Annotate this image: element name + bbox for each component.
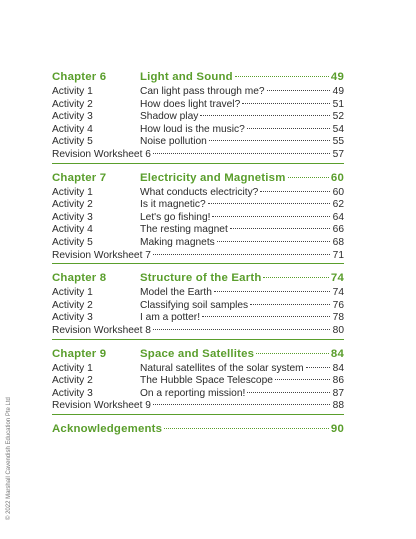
activity-label: Activity 3 (52, 211, 93, 223)
revision-entry[interactable] (52, 250, 344, 263)
dot-leader (230, 228, 330, 229)
page-number: 54 (332, 123, 344, 135)
revision-entry[interactable] (52, 149, 344, 162)
dot-leader (200, 115, 330, 116)
dot-leader (153, 329, 330, 330)
dot-leader (164, 428, 329, 429)
dot-leader (217, 241, 330, 242)
chapter-label: Chapter 9 (52, 347, 107, 360)
activity-label: Activity 3 (52, 111, 93, 123)
entry-title: How loud is the music? (140, 123, 245, 135)
activity-label: Activity 1 (52, 287, 93, 299)
chapter-label: Chapter 8 (52, 272, 107, 285)
dot-leader (153, 404, 330, 405)
chapter-heading[interactable] (52, 70, 344, 85)
entry-title: Revision Worksheet 9 (52, 400, 151, 412)
activity-entry[interactable] (52, 212, 344, 225)
page-number: 74 (332, 287, 344, 299)
page-number: 80 (332, 324, 344, 336)
dot-leader (214, 291, 330, 292)
activity-label: Activity 4 (52, 224, 93, 236)
dot-leader (250, 304, 330, 305)
page-number: 84 (332, 362, 344, 374)
activity-entry[interactable] (52, 224, 344, 237)
activity-entry[interactable] (52, 124, 344, 137)
chapter-label: Chapter 6 (52, 71, 107, 83)
chapter-title: Space and Satellites (140, 347, 255, 360)
chapter-divider (52, 339, 344, 340)
activity-entry[interactable] (52, 199, 344, 212)
page-number: 90 (330, 422, 344, 435)
entry-title: Revision Worksheet 7 (52, 249, 151, 261)
copyright-notice: © 2022 Marshall Cavendish Education Pte Ltd (6, 397, 12, 520)
activity-entry[interactable] (52, 300, 344, 313)
activity-label: Activity 1 (52, 186, 93, 198)
activity-entry[interactable] (52, 111, 344, 124)
chapter-block (52, 70, 344, 164)
page-number: 66 (332, 224, 344, 236)
page-number: 74 (330, 272, 344, 285)
entry-title: Revision Worksheet 8 (52, 324, 151, 336)
dot-leader (275, 379, 330, 380)
chapter-title: Light and Sound (140, 71, 233, 83)
page-number: 49 (330, 71, 344, 83)
activity-label: Activity 2 (52, 199, 93, 211)
page-number: 71 (332, 249, 344, 261)
chapter-divider (52, 263, 344, 264)
page-number: 51 (332, 98, 344, 110)
page-number: 60 (332, 186, 344, 198)
entry-title: On a reporting mission! (140, 387, 246, 399)
entry-title: Is it magnetic? (140, 199, 206, 211)
activity-label: Activity 2 (52, 299, 93, 311)
activity-label: Activity 1 (52, 86, 93, 97)
page-number: 76 (332, 299, 344, 311)
entry-title: What conducts electricity? (140, 186, 259, 198)
entry-title: Model the Earth (140, 287, 212, 299)
entry-title: Noise pollution (140, 136, 207, 148)
page-number: 86 (332, 375, 344, 387)
chapter-title: Electricity and Magnetism (140, 171, 286, 184)
entry-title: I am a potter! (140, 312, 201, 324)
chapter-block (52, 347, 344, 415)
activity-entry[interactable] (52, 99, 344, 112)
page-number: 60 (330, 171, 344, 184)
acknowledgements-entry[interactable] (52, 422, 344, 437)
page-number: 68 (332, 236, 344, 248)
activity-label: Activity 5 (52, 136, 93, 148)
chapter-label: Chapter 7 (52, 171, 107, 184)
dot-leader (202, 316, 330, 317)
table-of-contents (52, 70, 344, 438)
dot-leader (208, 203, 330, 204)
activity-label: Activity 3 (52, 312, 93, 324)
activity-label: Activity 1 (52, 362, 93, 374)
activity-label: Activity 3 (52, 387, 93, 399)
activity-label: Activity 5 (52, 236, 93, 248)
dot-leader (260, 191, 330, 192)
dot-leader (153, 153, 330, 154)
entry-title: The Hubble Space Telescope (140, 375, 273, 387)
dot-leader (209, 140, 330, 141)
chapter-divider (52, 163, 344, 164)
dot-leader (306, 367, 330, 368)
activity-entry[interactable] (52, 363, 344, 376)
activity-entry[interactable] (52, 136, 344, 149)
page-number: 55 (332, 136, 344, 148)
page-number: 87 (332, 387, 344, 399)
chapter-title: Acknowledgements (52, 422, 163, 435)
dot-leader (153, 254, 330, 255)
activity-label: Activity 2 (52, 98, 93, 110)
activity-entry[interactable] (52, 86, 344, 99)
revision-entry[interactable] (52, 400, 344, 413)
dot-leader (212, 216, 330, 217)
dot-leader (267, 90, 330, 91)
page-number: 64 (332, 211, 344, 223)
entry-title: Let's go fishing! (140, 211, 211, 223)
activity-entry[interactable] (52, 375, 344, 388)
entry-title: How does light travel? (140, 98, 241, 110)
activity-label: Activity 4 (52, 123, 93, 135)
entry-title: Can light pass through me? (140, 86, 265, 97)
chapter-divider (52, 414, 344, 415)
chapter-heading[interactable] (52, 271, 344, 286)
page-number: 88 (332, 400, 344, 412)
page-number: 62 (332, 199, 344, 211)
chapter-title: Structure of the Earth (140, 272, 262, 285)
page-number: 52 (332, 111, 344, 123)
activity-entry[interactable] (52, 237, 344, 250)
chapter-block (52, 271, 344, 339)
dot-leader (247, 128, 330, 129)
dot-leader (235, 76, 329, 77)
chapter-block (52, 171, 344, 265)
entry-title: Natural satellites of the solar system (140, 362, 304, 374)
page-number: 84 (330, 347, 344, 360)
dot-leader (242, 103, 330, 104)
entry-title: Revision Worksheet 6 (52, 148, 151, 160)
activity-entry[interactable] (52, 312, 344, 325)
entry-title: The resting magnet (140, 224, 228, 236)
activity-entry[interactable] (52, 388, 344, 401)
entry-title: Shadow play (140, 111, 199, 123)
activity-entry[interactable] (52, 187, 344, 200)
revision-entry[interactable] (52, 325, 344, 338)
page-number: 57 (332, 148, 344, 160)
dot-leader (263, 277, 328, 278)
activity-label: Activity 2 (52, 375, 93, 387)
page-number: 49 (332, 86, 344, 97)
dot-leader (247, 392, 330, 393)
chapter-heading[interactable] (52, 347, 344, 362)
entry-title: Classifying soil samples (140, 299, 249, 311)
entry-title: Making magnets (140, 236, 215, 248)
dot-leader (288, 177, 329, 178)
page-number: 78 (332, 312, 344, 324)
dot-leader (256, 353, 329, 354)
activity-entry[interactable] (52, 287, 344, 300)
chapter-heading[interactable] (52, 171, 344, 186)
